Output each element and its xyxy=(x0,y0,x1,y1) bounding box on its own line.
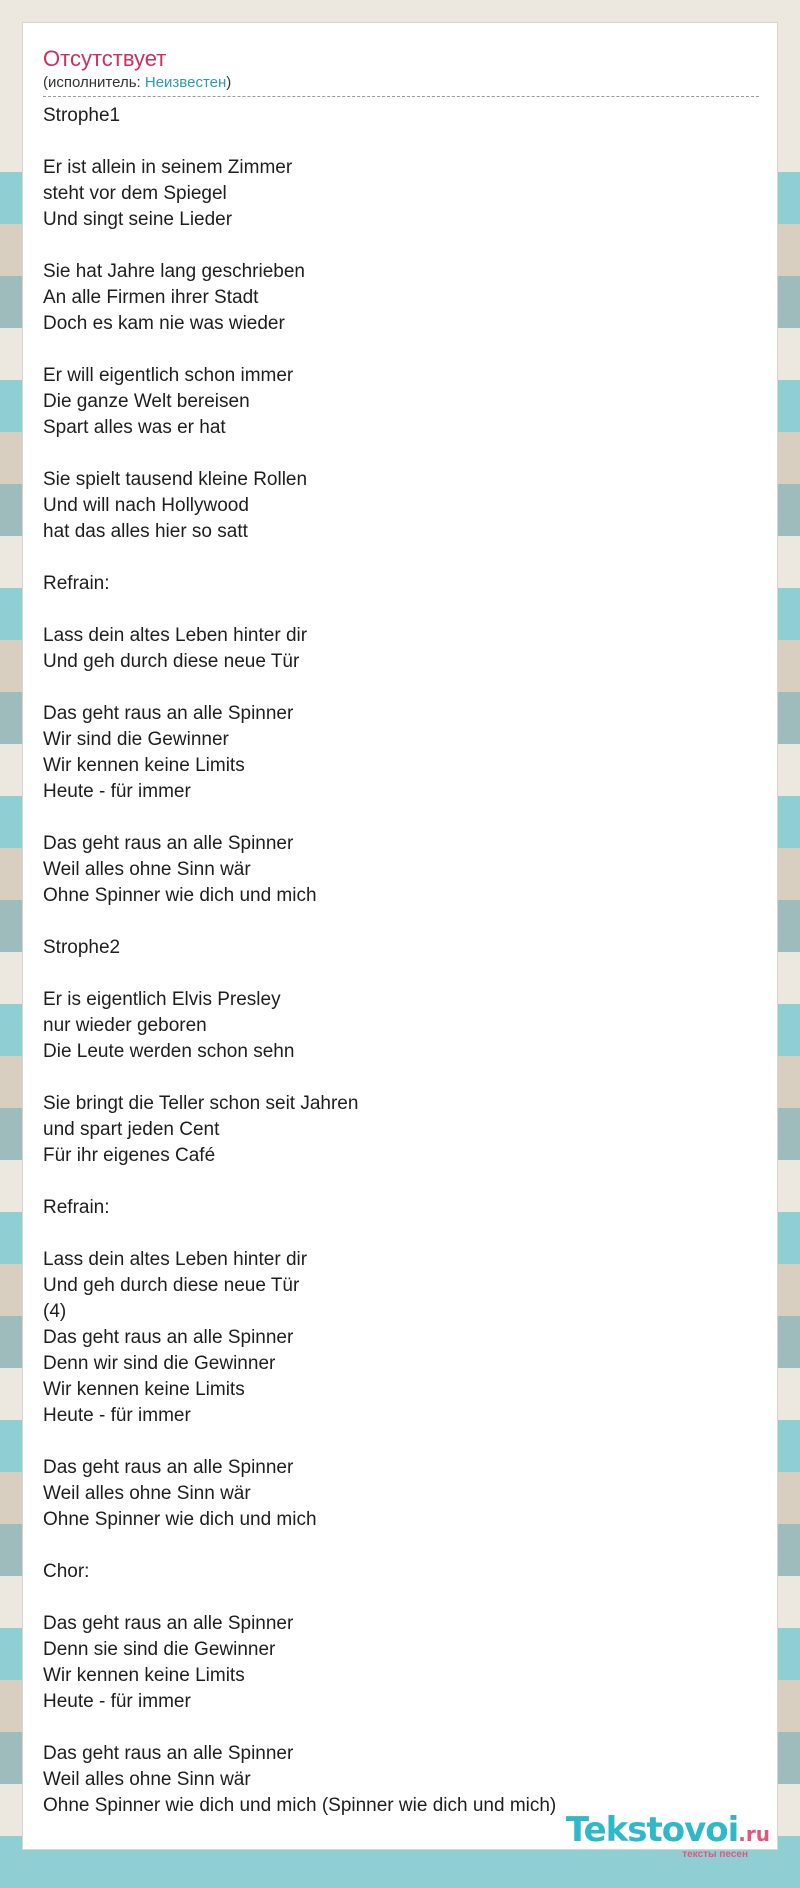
lyric-line: Das geht raus an alle Spinner xyxy=(43,833,294,854)
lyric-line xyxy=(43,1533,743,1559)
lyric-line: Das geht raus an alle Spinner xyxy=(43,1457,294,1478)
lyric-line: Weil alles ohne Sinn wär xyxy=(43,859,251,880)
lyric-line xyxy=(43,233,743,259)
lyric-line: Denn wir sind die Gewinner xyxy=(43,1353,276,1374)
lyrics-text xyxy=(43,103,743,1819)
lyric-line: Wir kennen keine Limits xyxy=(43,1665,245,1686)
site-logo[interactable] xyxy=(565,1810,770,1860)
lyric-line: Refrain: xyxy=(43,1197,110,1218)
lyric-line: Lass dein altes Leben hinter dir xyxy=(43,625,308,646)
artist-prefix: (исполнитель: xyxy=(43,74,145,91)
lyric-line: Heute - für immer xyxy=(43,1405,191,1426)
lyric-line: An alle Firmen ihrer Stadt xyxy=(43,287,259,308)
lyric-line: Spart alles was er hat xyxy=(43,417,226,438)
lyric-line: Heute - für immer xyxy=(43,1691,191,1712)
lyric-line: Chor: xyxy=(43,1561,90,1582)
lyric-line xyxy=(43,545,743,571)
lyric-line: Weil alles ohne Sinn wär xyxy=(43,1769,251,1790)
artist-link[interactable]: Неизвестен xyxy=(144,74,227,91)
lyrics-card xyxy=(22,22,778,1850)
lyric-line xyxy=(43,129,743,155)
lyric-line: und spart jeden Cent xyxy=(43,1119,220,1140)
lyric-line: Sie bringt die Teller schon seit Jahren xyxy=(43,1093,359,1114)
lyric-line: Das geht raus an alle Spinner xyxy=(43,703,294,724)
lyric-line: Er ist allein in seinem Zimmer xyxy=(43,157,293,178)
lyric-line: Das geht raus an alle Spinner xyxy=(43,1743,294,1764)
song-title: Отсутствует xyxy=(43,46,167,71)
lyric-line: Die ganze Welt bereisen xyxy=(43,391,250,412)
lyric-line xyxy=(43,1585,743,1611)
lyric-line: hat das alles hier so satt xyxy=(43,521,248,542)
lyric-line: Das geht raus an alle Spinner xyxy=(43,1613,294,1634)
lyric-line: Und singt seine Lieder xyxy=(43,209,233,230)
lyric-line: Weil alles ohne Sinn wär xyxy=(43,1483,251,1504)
lyric-line: Und geh durch diese neue Tür xyxy=(43,1275,300,1296)
lyric-line xyxy=(43,1715,743,1741)
lyric-line: Für ihr eigenes Café xyxy=(43,1145,216,1166)
lyric-line xyxy=(43,1429,743,1455)
lyric-line: Das geht raus an alle Spinner xyxy=(43,1327,294,1348)
artist-line xyxy=(43,73,759,97)
lyric-line xyxy=(43,909,743,935)
lyric-line: Lass dein altes Leben hinter dir xyxy=(43,1249,308,1270)
lyric-line: Ohne Spinner wie dich und mich (Spinner wie dich und mich) xyxy=(43,1795,557,1816)
lyric-line: Doch es kam nie was wieder xyxy=(43,313,285,334)
lyric-line: Er will eigentlich schon immer xyxy=(43,365,294,386)
lyric-line xyxy=(43,1169,743,1195)
lyric-line: Die Leute werden schon sehn xyxy=(43,1041,295,1062)
logo-wordmark xyxy=(565,1810,770,1851)
lyric-line: Ohne Spinner wie dich und mich xyxy=(43,885,317,906)
lyric-line: steht vor dem Spiegel xyxy=(43,183,227,204)
lyric-line: nur wieder geboren xyxy=(43,1015,207,1036)
logo-tagline: тексты песен xyxy=(682,1849,748,1860)
lyric-line: Wir sind die Gewinner xyxy=(43,729,229,750)
lyric-line: Ohne Spinner wie dich und mich xyxy=(43,1509,317,1530)
lyric-line xyxy=(43,1065,743,1091)
lyric-line: Sie hat Jahre lang geschrieben xyxy=(43,261,305,282)
lyric-line: Und will nach Hollywood xyxy=(43,495,249,516)
lyric-line xyxy=(43,1221,743,1247)
lyric-line xyxy=(43,597,743,623)
lyric-line: Strophe2 xyxy=(43,937,121,958)
lyric-line: Sie spielt tausend kleine Rollen xyxy=(43,469,308,490)
lyric-line: Und geh durch diese neue Tür xyxy=(43,651,300,672)
lyric-line xyxy=(43,675,743,701)
logo-main-text: Tekstovoi xyxy=(565,1810,739,1850)
lyric-line xyxy=(43,805,743,831)
lyric-line: (4) xyxy=(43,1301,67,1322)
lyric-line: Wir kennen keine Limits xyxy=(43,755,245,776)
artist-suffix: ) xyxy=(226,74,232,91)
lyric-line: Denn sie sind die Gewinner xyxy=(43,1639,276,1660)
lyric-line xyxy=(43,441,743,467)
lyric-line xyxy=(43,961,743,987)
lyric-line: Strophe1 xyxy=(43,105,121,126)
lyric-line: Er is eigentlich Elvis Presley xyxy=(43,989,281,1010)
logo-suffix: .ru xyxy=(738,1822,770,1846)
lyric-line: Heute - für immer xyxy=(43,781,191,802)
lyric-line xyxy=(43,337,743,363)
lyric-line: Wir kennen keine Limits xyxy=(43,1379,245,1400)
lyric-line: Refrain: xyxy=(43,573,110,594)
